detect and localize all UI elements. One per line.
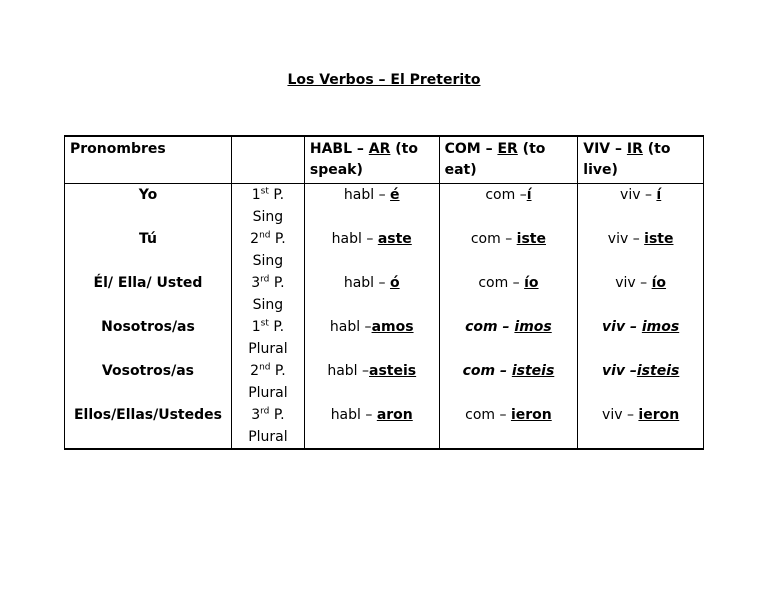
ending: isteis xyxy=(636,363,680,379)
header-er: COM – ER (to eat) xyxy=(439,136,578,184)
person-cell: 2nd P. Plural xyxy=(231,360,304,404)
er-form-cell: com – ío xyxy=(439,272,578,316)
table-row xyxy=(65,228,704,272)
ar-form-cell: habl –amos xyxy=(304,316,439,360)
pronoun-cell: Ellos/Ellas/Ustedes xyxy=(65,404,232,449)
ar-form-cell: habl – ó xyxy=(304,272,439,316)
ar-form-cell: habl – aste xyxy=(304,228,439,272)
pronoun-cell: Nosotros/as xyxy=(65,316,232,360)
ending: asteis xyxy=(369,363,417,379)
ending: ieron xyxy=(638,407,680,423)
pronoun-cell: Tú xyxy=(65,228,232,272)
header-ar: HABL – AR (to speak) xyxy=(304,136,439,184)
ar-form-cell: habl – aron xyxy=(304,404,439,449)
header-pronouns: Pronombres xyxy=(65,136,232,184)
ending: aste xyxy=(377,231,412,247)
ir-form-cell: viv –isteis xyxy=(578,360,704,404)
table-row xyxy=(65,272,704,316)
person-cell: 3rd P. Plural xyxy=(231,404,304,449)
conjugation-table xyxy=(64,135,704,450)
ending: ío xyxy=(524,275,539,291)
table-row xyxy=(65,404,704,449)
ending: imos xyxy=(641,319,680,335)
pronoun-cell: Vosotros/as xyxy=(65,360,232,404)
ir-form-cell: viv – ío xyxy=(578,272,704,316)
person-cell: 3rd P. Sing xyxy=(231,272,304,316)
ending: é xyxy=(390,187,400,203)
pronoun-cell: Yo xyxy=(65,184,232,229)
ending: í xyxy=(656,187,662,203)
person-cell: 1st P. Sing xyxy=(231,184,304,229)
ir-form-cell: viv – í xyxy=(578,184,704,229)
er-form-cell: com – ieron xyxy=(439,404,578,449)
er-form-cell: com – imos xyxy=(439,316,578,360)
ar-form-cell: habl – é xyxy=(304,184,439,229)
er-form-cell: com –í xyxy=(439,184,578,229)
ending: ó xyxy=(389,275,400,291)
er-form-cell: com – iste xyxy=(439,228,578,272)
header-person xyxy=(231,136,304,184)
header-ir-ending: IR xyxy=(626,141,643,157)
ending: iste xyxy=(516,231,546,247)
ending: imos xyxy=(514,319,552,335)
ending: ieron xyxy=(510,407,552,423)
ar-form-cell: habl –asteis xyxy=(304,360,439,404)
ending: iste xyxy=(644,231,674,247)
ending: í xyxy=(526,187,532,203)
table-row xyxy=(65,184,704,229)
pronoun-cell: Él/ Ella/ Usted xyxy=(65,272,232,316)
header-ir: VIV – IR (to live) xyxy=(578,136,704,184)
person-cell: 1st P. Plural xyxy=(231,316,304,360)
ir-form-cell: viv – imos xyxy=(578,316,704,360)
ir-form-cell: viv – iste xyxy=(578,228,704,272)
ending: isteis xyxy=(511,363,555,379)
er-form-cell: com – isteis xyxy=(439,360,578,404)
header-er-ending: ER xyxy=(497,141,518,157)
ir-form-cell: viv – ieron xyxy=(578,404,704,449)
ending: amos xyxy=(371,319,414,335)
table-row xyxy=(65,316,704,360)
header-ar-ending: AR xyxy=(368,141,391,157)
person-cell: 2nd P. Sing xyxy=(231,228,304,272)
table-row xyxy=(65,360,704,404)
ending: ío xyxy=(651,275,667,291)
header-row xyxy=(65,136,704,184)
ending: aron xyxy=(376,407,413,423)
page-title: Los Verbos – El Preterito xyxy=(287,72,481,88)
